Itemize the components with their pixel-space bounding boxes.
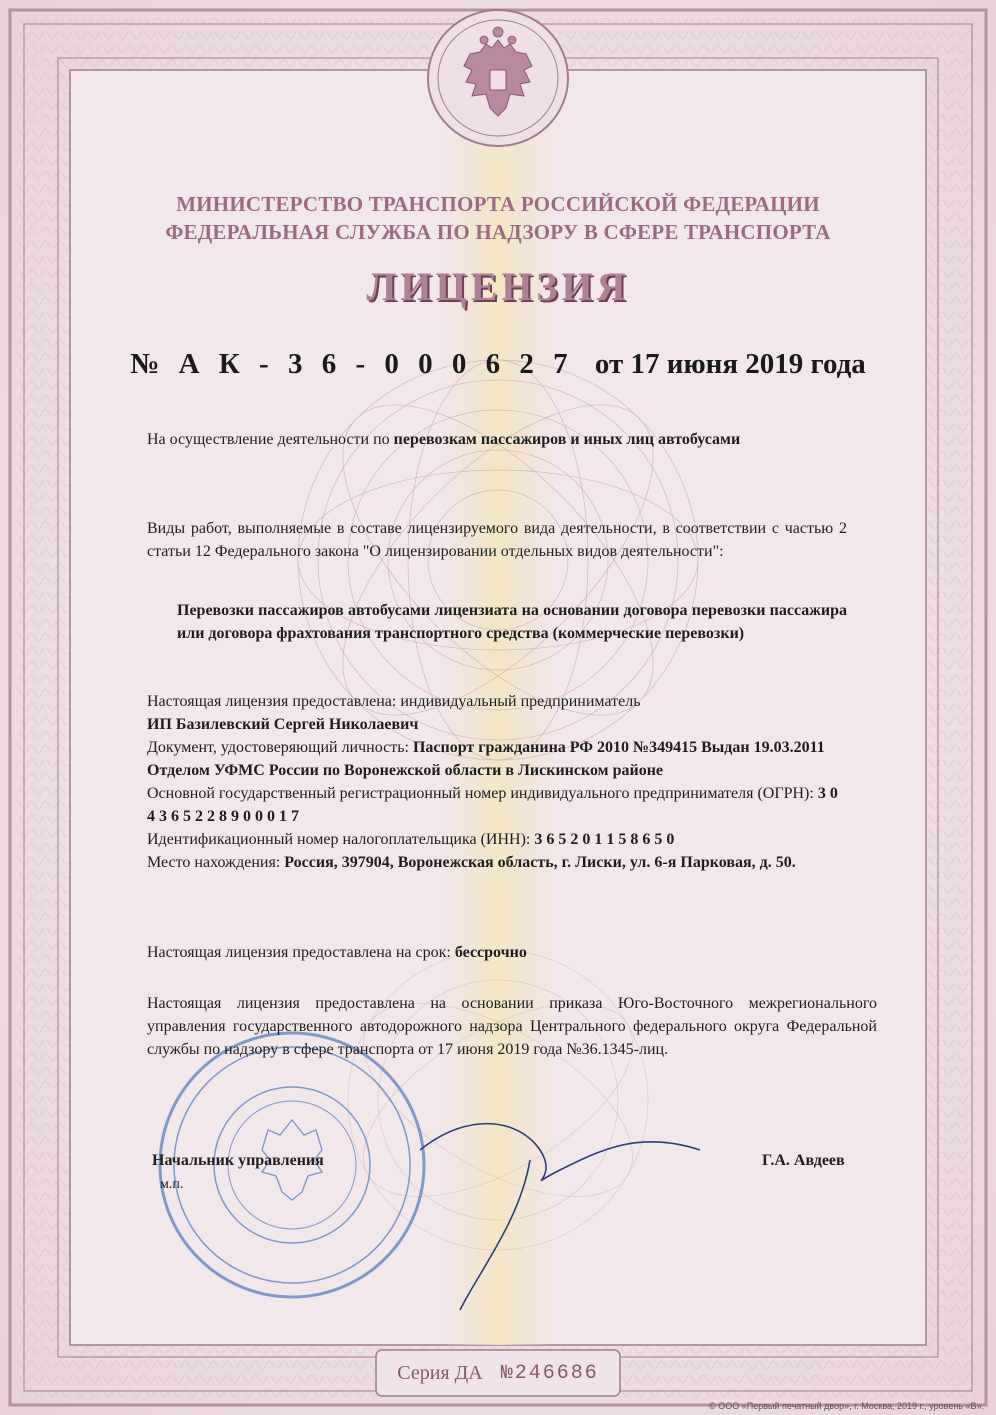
works-value: Перевозки пассажиров автобусами лицензиата на основании договора перевозки пассажира или договора фрахтования транспортного средства (коммерческие перевозки)	[177, 602, 847, 642]
seal-place-mark: м.п.	[160, 1177, 184, 1192]
license-number: № А К - 3 6 - 0 0 0 6 2 7	[130, 348, 574, 380]
works-intro: Виды работ, выполняемые в составе лицензируемого вида деятельности, в соответствии с частью 2 статьи 12 Федерального закона "О лицензировании отдельных видов деятельности":	[147, 520, 847, 560]
series-plate	[376, 1350, 620, 1396]
id-document-label: Документ, удостоверяющий личность:	[147, 739, 409, 756]
signatory-position: Начальник управления	[152, 1152, 324, 1169]
document-title: ЛИЦЕНЗИЯ	[366, 264, 630, 309]
license-date: от 17 июня 2019 года	[594, 348, 866, 380]
printer-note: © ООО «Первый печатный двор», г. Москва, 2019 г., уровень «В».	[709, 1401, 984, 1411]
ogrn-value: 3 0 4 3 6 5 2 2 8 9 0 0 0 1 7	[147, 785, 838, 825]
address-label: Место нахождения:	[147, 854, 281, 871]
license-number-line	[60, 348, 936, 381]
series-number: №246686	[500, 1361, 599, 1385]
activity-paragraph	[147, 428, 847, 451]
activity-prefix: На осуществление деятельности по	[147, 431, 390, 448]
id-document-value: Паспорт гражданина РФ 2010 №349415 Выдан 19.03.2011 Отделом УФМС России по Воронежской области в Лискинском районе	[147, 739, 825, 779]
inn-label: Идентификационный номер налогоплательщика (ИНН):	[147, 831, 531, 848]
licensee-name: ИП Базилевский Сергей Николаевич	[147, 716, 419, 733]
address-value: Россия, 397904, Воронежская область, г. Лиски, ул. 6-я Парковая, д. 50.	[284, 854, 796, 871]
licensee-block	[147, 690, 847, 874]
term-value: бессрочно	[454, 944, 527, 961]
ogrn-label: Основной государственный регистрационный номер индивидуального предпринимателя (ОГРН):	[147, 785, 814, 802]
term-label: Настоящая лицензия предоставлена на срок:	[147, 944, 451, 961]
coat-of-arms-emblem	[428, 10, 568, 146]
basis-paragraph: Настоящая лицензия предоставлена на основании приказа Юго-Восточного межрегионального управления государственного автодорожного надзора Центрального федерального округа Федеральной службы по надзору в сфере транспорта от 17 июня 2019 года №36.1345-лиц.	[147, 995, 877, 1058]
licensee-label: Настоящая лицензия предоставлена: индивидуальный предприниматель	[147, 693, 641, 710]
series-label: Серия ДА	[397, 1361, 483, 1384]
inn-value: 3 6 5 2 0 1 1 5 8 6 5 0	[534, 831, 675, 848]
activity-value: перевозкам пассажиров и иных лиц автобусами	[393, 431, 741, 448]
term-line	[147, 941, 847, 964]
ministry-heading: МИНИСТЕРСТВО ТРАНСПОРТА РОССИЙСКОЙ ФЕДЕРАЦИИ	[176, 192, 820, 216]
signatory-name: Г.А. Авдеев	[762, 1152, 845, 1169]
service-heading: ФЕДЕРАЛЬНАЯ СЛУЖБА ПО НАДЗОРУ В СФЕРЕ ТРАНСПОРТА	[165, 220, 831, 244]
